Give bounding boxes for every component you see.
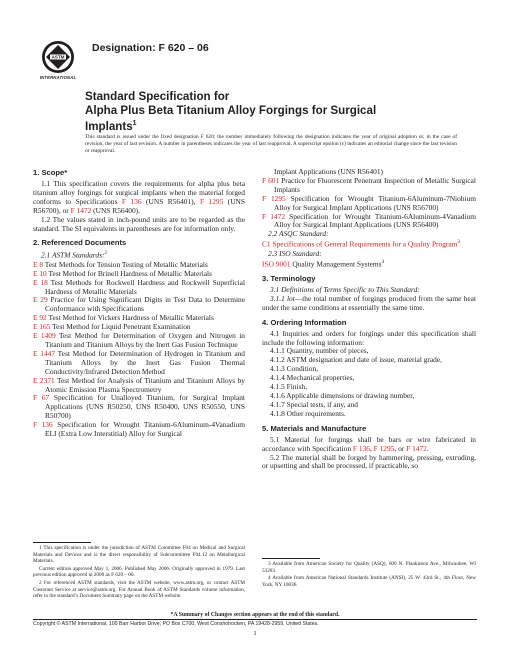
reference-title: Test Method for Vickers Hardness of Metallic Materials [48,313,214,323]
ordering-item: 4.1.5 Finish, [270,382,307,392]
section-3-heading: 3. Terminology [262,273,316,283]
link-asqc-title[interactable]: Specifications of General Requirements for a Quality Program [272,239,458,249]
reference-title: Specification for Wrought Titanium-6Aluminum-4Vanadium Alloy for Surgical Implant Applications (UNS R56400) [274,211,476,230]
footer-rule [33,619,477,620]
reference-title: Practice for Fluorescent Penetrant Inspection of Metallic Surgical Implants [274,175,476,194]
paragraph-1-1: 1.1 This specification covers the requirements for alpha plus beta titanium alloy forgings for surgical implants when the material forged conforms to Specifications F 136 (UNS R56401), F 1295 (UNS R56700), or F 1472 (UNS R56400). [33,179,246,215]
reference-link[interactable]: F 601 [262,175,280,185]
reference-link[interactable]: E 1447 [33,348,56,358]
iso-reference: ISO 9001 Quality Management Systems$^4$ [262,259,384,268]
link-asqc-c1[interactable]: C1 [262,239,271,249]
reference-title: Test Methods for Tension Testing of Metallic Materials [44,259,208,269]
reference-title: Specification for Wrought Titanium-6Aluminum-7Niobium Alloy for Surgical Implant Applications (UNS R56700) [274,193,476,212]
reference-title: Test Method for Analysis of Titanium and Titanium Alloys by Atomic Emission Plasma Spectrometry [45,375,245,394]
link-f136-s5[interactable]: F 136 [352,443,370,453]
link-f1295-s5[interactable]: F 1295 [373,443,395,453]
reference-title: Test Methods for Rockwell Hardness and Rockwell Superficial Hardness of Metallic Materials [45,277,245,296]
section-2-heading: 2. Referenced Documents [33,238,127,248]
reference-title: Test Method for Brinell Hardness of Metallic Materials [48,268,212,278]
link-f1472[interactable]: F 1472 [70,205,92,215]
reference-link[interactable]: F 1472 [262,211,286,221]
reference-continuation: Implant Applications (UNS R56401) [274,167,384,176]
ordering-item: 4.1.8 Other requirements. [270,408,346,418]
reference-link[interactable]: F 1295 [262,193,286,203]
summary-of-changes-note: *A Summary of Changes section appears at the end of this standard. [170,612,340,618]
footnote-rule-left [33,542,91,543]
link-f1472-s5[interactable]: F 1472 [406,443,427,453]
reference-item [262,177,476,195]
section-5-heading: 5. Materials and Manufacture [262,423,367,433]
reference-link[interactable]: E 8 [33,259,44,269]
link-iso-9001[interactable]: ISO 9001 [262,259,291,268]
copyright-line: Copyright © ASTM International, 100 Barr Harbor Drive, PO Box C700, West Conshohocken, PA 19428-2959, United States. [33,621,319,627]
ordering-item: 4.1.1 Quantity, number of pieces, [270,346,369,356]
section-4-heading: 4. Ordering Information [262,317,347,327]
reference-item [262,213,476,231]
reference-link[interactable]: E 92 [33,313,47,323]
footnote: 2 For referenced ASTM standards, visit the ASTM website, www.astm.org, or contact ASTM Customer Service at service@astm.org. For Annual Book of ASTM Standards volume information, refer to the standard’s Document Summary page on the ASTM website. [33,579,245,600]
reference-item [33,394,245,421]
reference-item [33,332,245,350]
footnote: 1 This specification is under the jurisdiction of ASTM Committee F04 on Medical and Surgical Materials and Devices and is the direct responsibility of Subcommittee F04.12 on Metallurgical Materials. [33,545,245,565]
reference-link[interactable]: E 165 [33,322,51,332]
reference-link[interactable]: E 10 [33,268,47,278]
left-footnotes [33,545,245,601]
ordering-item: 4.1.4 Mechanical properties, [270,373,355,383]
ordering-item: 4.1.3 Condition, [270,364,319,374]
title-line-1: Standard Specification for [85,90,230,103]
paragraph-2-2: 2.2 ASQC Standard: [268,229,329,239]
paragraph-3-1-1: 3.1.1 lot—the total number of forgings produced from the same heat under the same conditions at essentially the same time. [262,293,476,312]
reference-title: Practice for Using Significant Digits in Test Data to Determine Conformance with Specifications [45,295,245,314]
reference-item [33,296,245,314]
paragraph-4-1: 4.1 Inquiries and orders for forgings under this specification shall include the following information: [262,328,476,347]
title-line-2: Alpha Plus Beta Titanium Alloy Forgings for Surgical Implants [85,103,377,134]
ordering-item: 4.1.7 Special tests, if any, and [270,399,358,409]
link-f1295[interactable]: F 1295 [199,196,224,206]
section-1-heading: 1. Scope* [33,168,68,177]
paragraph-2-1: 2.1 ASTM Standards:$^2$ [41,250,107,260]
ordering-item: 4.1.6 Applicable dimensions or drawing number, [270,390,415,400]
title-footnote-mark: 1 [132,120,137,128]
paragraph-5-1: 5.1 Material for forgings shall be bars or wire fabricated in accordance with Specification F 136, F 1295, or F 1472. [262,434,476,453]
reference-title: Test Method for Determination of Hydrogen in Titanium and Titanium Alloys by the Inert Gas Fusion Thermal Conductivity/Infrared Detection Method [45,348,245,376]
reference-title: Test Method for Determination of Oxygen and Nitrogen in Titanium and Titanium Alloys by the Inert Gas Fusion Technique [45,331,245,349]
reference-item [33,350,245,377]
reference-link[interactable]: E 18 [33,277,48,287]
link-f136[interactable]: F 136 [121,196,142,206]
reference-title: Specification for Wrought Titanium-6Aluminum-4Vanadium ELI (Extra Low Interstitial) Alloy for Surgical [45,420,245,439]
reference-link[interactable]: F 136 [33,420,53,430]
ordering-item: 4.1.2 ASTM designation and date of issue, material grade, [270,355,442,365]
logo-caption: INTERNATIONAL [39,75,77,80]
reference-item [33,421,245,439]
footnote: Current edition approved May 1, 2006. Published May 2006. Originally approved in 1979. Last previous edition approved in 2000 as F 620 – 00. [33,565,245,579]
svg-text:ASTM: ASTM [51,54,65,60]
left-reference-list [33,261,245,439]
footnote-rule-right [262,558,320,559]
asqc-reference: C1 Specifications of General Requirements for a Quality Program$^3$ [262,239,460,249]
paragraph-5-2: 5.2 The material shall be forged by hammering, pressing, extruding, or upsetting and shall be processed, if practicable, so [262,452,476,471]
designation: Designation: F 620 – 06 [92,42,209,54]
paragraph-3-1: 3.1 Definitions of Terms Specific to This Standard: [270,284,420,294]
reference-item [262,195,476,213]
reference-link[interactable]: E 29 [33,295,48,305]
right-reference-list [262,177,476,230]
reference-link[interactable]: F 67 [33,393,50,403]
reference-item [33,279,245,297]
left-column [33,168,245,439]
reference-title: Test Method for Liquid Penetrant Examination [52,322,191,332]
paragraph-2-3: 2.3 ISO Standard: [268,248,322,258]
reference-title: Specification for Unalloyed Titanium, for Surgical Implant Applications (UNS R50250, UNS R50400, UNS R50550, UNS R50700) [45,393,245,421]
reference-link[interactable]: E 1409 [33,331,56,341]
reference-link[interactable]: E 2371 [33,375,55,385]
footnote: 3 Available from American Society for Quality (ASQ), 600 N. Plankinton Ave., Milwaukee, WI 53203. [262,561,476,574]
right-footnotes [262,561,476,589]
document-title [85,90,415,134]
ordering-items-list [262,347,476,418]
right-column [262,168,476,471]
astm-logo-icon [41,40,75,74]
footnote: 4 Available from American National Standards Institute (ANSI), 25 W. 43rd St., 4th Floor, New York, NY 10036. [262,575,476,588]
reference-item [33,377,245,395]
page-number: 1 [253,630,257,637]
paragraph-1-2: 1.2 The values stated in inch-pound units are to be regarded as the standard. The SI equivalents in parentheses are for information only. [33,214,245,233]
standard-note: This standard is issued under the fixed designation F 620; the number immediately following the designation indicates the year of original adoption or, in the case of revision, the year of last revision. A number in parentheses indicates the year of last reapproval. A superscript epsilon (ε) indicates an editorial change since the last revision or reapproval. [85,134,457,155]
